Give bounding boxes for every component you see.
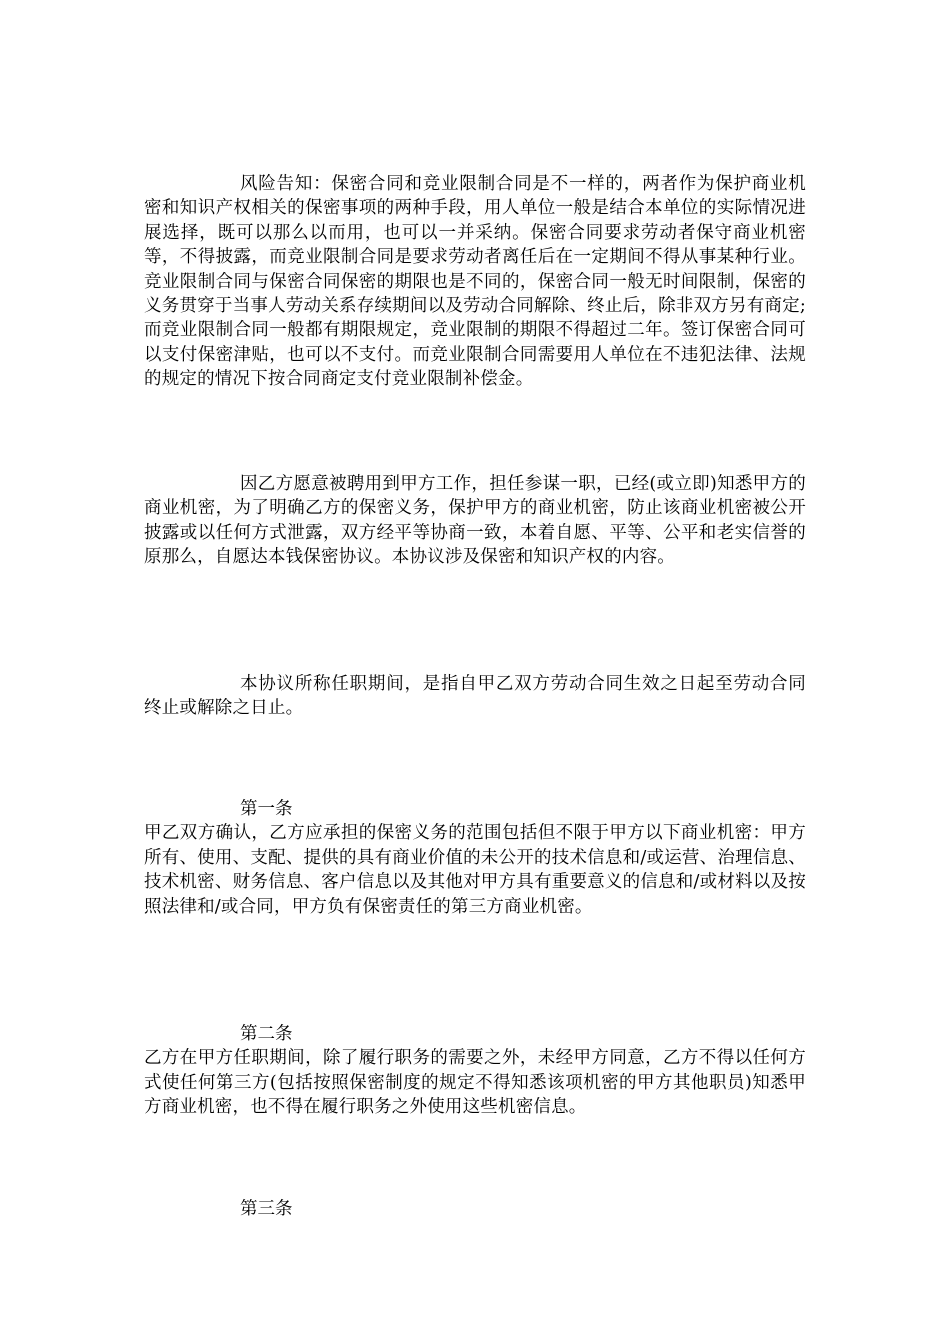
article-title: 第一条: [240, 799, 293, 819]
article-2: [144, 1022, 806, 1120]
article-title: 第二条: [240, 1024, 293, 1044]
article-1: [144, 797, 806, 919]
article-title: 第三条: [240, 1199, 293, 1219]
article-body: 乙方在甲方任职期间，除了履行职务的需要之外，未经甲方同意，乙方不得以任何方式使任何第三方(包括按照保密制度的规定不得知悉该项机密的甲方其他职员)知悉甲方商业机密，也不得在履行职务之外使用这些机密信息。: [144, 1048, 806, 1118]
preamble-paragraph: 因乙方愿意被聘用到甲方工作，担任参谋一职，已经(或立即)知悉甲方的商业机密，为了明确乙方的保密义务，保护甲方的商业机密，防止该商业机密被公开披露或以任何方式泄露，双方经平等协商一致，本着自愿、平等、公平和老实信誉的原那么，自愿达本钱保密协议。本协议涉及保密和知识产权的内容。: [144, 474, 806, 568]
risk-notice-paragraph: 风险告知：保密合同和竞业限制合同是不一样的，两者作为保护商业机密和知识产权相关的保密事项的两种手段，用人单位一般是结合本单位的实际情况进展选择，既可以那么以而用，也可以一并采纳。保密合同要求劳动者保守商业机密等，不得披露，而竞业限制合同是要求劳动者离任后在一定期间不得从事某种行业。竞业限制合同与保密合同保密的期限也是不同的，保密合同一般无时间限制，保密的义务贯穿于当事人劳动关系存续期间以及劳动合同解除、终止后，除非双方另有商定;而竞业限制合同一般都有期限规定，竞业限制的期限不得超过二年。签订保密合同可以支付保密津贴，也可以不支付。而竞业限制合同需要用人单位在不违犯法律、法规的规定的情况下按合同商定支付竞业限制补偿金。: [144, 174, 806, 390]
term-definition-paragraph: 本协议所称任职期间，是指自甲乙双方劳动合同生效之日起至劳动合同终止或解除之日止。: [144, 674, 806, 719]
article-3: [144, 1197, 806, 1221]
article-body: 甲乙双方确认，乙方应承担的保密义务的范围包括但不限于甲方以下商业机密：甲方所有、使用、支配、提供的具有商业价值的未公开的技术信息和/或运营、治理信息、技术机密、财务信息、客户信息以及其他对甲方具有重要意义的信息和/或材料以及按照法律和/或合同，甲方负有保密责任的第三方商业机密。: [144, 823, 806, 917]
